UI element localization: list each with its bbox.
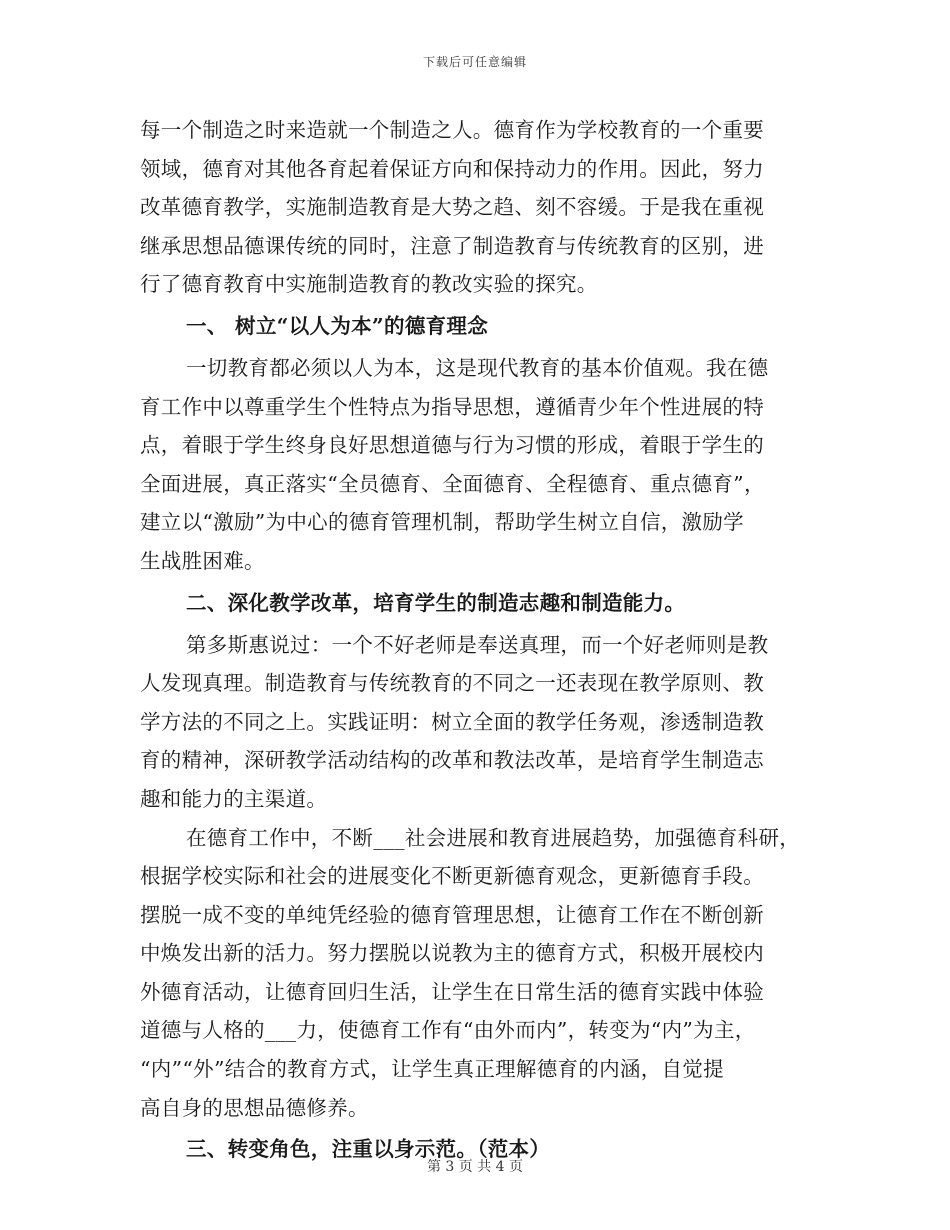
paragraph-line: 道德与人格的___力，使德育工作有“由外而内”，转变为“内”为主， [140, 1018, 756, 1043]
paragraph-line: 根据学校实际和社会的进展变化不断更新德育观念，更新德育手段。 [140, 864, 764, 889]
paragraph-line: 领域，德育对其他各育起着保证方向和保持动力的作用。因此，努力 [140, 156, 764, 181]
paragraph-line: 外德育活动，让德育回归生活，让学生在日常生活的德育实践中体验 [140, 979, 764, 1004]
page-number: 第 3 页 共 4 页 [426, 1159, 524, 1175]
paragraph-line: 点，着眼于学生终身良好思想道德与行为习惯的形成，着眼于学生的 [140, 433, 764, 458]
paragraph-line: 改革德育教学，实施制造教育是大势之趋、刻不容缓。于是我在重视 [140, 195, 764, 220]
section-heading: 二、深化教学改革，培育学生的制造志趣和制造能力。 [186, 590, 686, 615]
paragraph-line: 每一个制造之时来造就一个制造之人。德育作为学校教育的一个重要 [140, 118, 764, 142]
paragraph-line: 全面进展，真正落实“全员德育、全面德育、全程德育、重点德育”， [140, 471, 765, 496]
paragraph-line: “内”“外”结合的教育方式，让学生真正理解德育的内涵，自觉提 [140, 1057, 724, 1082]
document-body [140, 111, 820, 1172]
paragraph-line: 在德育工作中，不断___社会进展和教育进展趋势，加强德育科研， [186, 825, 801, 850]
paragraph-line: 趣和能力的主渠道。 [140, 786, 328, 811]
paragraph-line: 中焕发出新的活力。努力摆脱以说教为主的德育方式，积极开展校内 [140, 941, 764, 966]
paragraph-line: 摆脱一成不变的单纯凭经验的德育管理思想，让德育工作在不断创新 [140, 902, 764, 927]
section-heading: 一、 树立“以人为本”的德育理念 [186, 313, 489, 338]
paragraph-line: 建立以“激励”为中心的德育管理机制，帮助学生树立自信，激励学 [140, 510, 744, 535]
page-header-note: 下载后可任意编辑 [422, 55, 527, 69]
paragraph-line: 育的精神，深研教学活动结构的改革和教法改革，是培育学生制造志 [140, 748, 764, 773]
paragraph-line: 育工作中以尊重学生个性特点为指导思想，遵循青少年个性进展的特 [140, 394, 764, 419]
paragraph-line: 学方法的不同之上。实践证明：树立全面的教学任务观，渗透制造教 [140, 709, 764, 734]
paragraph-line: 生战胜困难。 [140, 548, 265, 573]
paragraph-line: 行了德育教育中实施制造教育的教改实验的探究。 [140, 272, 598, 297]
paragraph-line: 第多斯惠说过：一个不好老师是奉送真理，而一个好老师则是教 [186, 632, 769, 657]
paragraph-line: 高自身的思想品德修养。 [140, 1095, 369, 1120]
paragraph-line: 人发现真理。制造教育与传统教育的不同之一还表现在教学原则、教 [140, 671, 764, 696]
section-heading: 三、转变角色，注重以身示范。（范本） [186, 1137, 551, 1162]
paragraph-line: 继承思想品德课传统的同时，注意了制造教育与传统教育的区别，进 [140, 233, 764, 258]
paragraph-line: 一切教育都必须以人为本，这是现代教育的基本价值观。我在德 [186, 355, 769, 380]
